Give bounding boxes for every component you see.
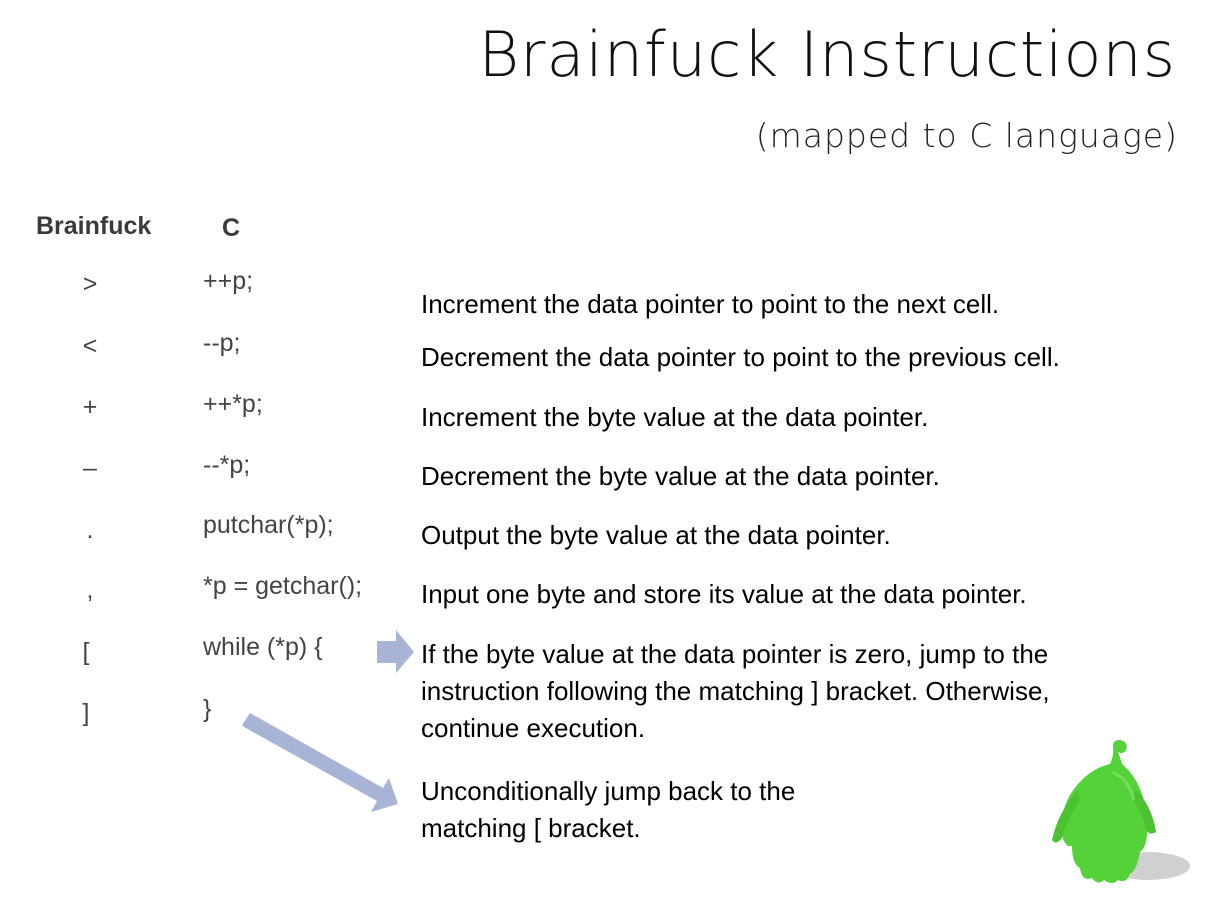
bf-symbol-increment-byte: + <box>82 393 98 421</box>
bf-symbol-loop-open: [ <box>82 638 90 666</box>
header-c: C <box>222 214 241 242</box>
desc-input: Input one byte and store its value at the data pointer. <box>421 579 1027 609</box>
c-code-increment-pointer: ++p; <box>203 267 254 295</box>
header-brainfuck: Brainfuck <box>36 212 152 240</box>
desc-loop-open-line-1: If the byte value at the data pointer is zero, jump to the <box>421 639 1049 669</box>
slide-title: Brainfuck Instructions <box>478 18 1176 91</box>
bf-symbol-increment-pointer: > <box>82 270 98 298</box>
c-code-decrement-byte: --*p; <box>203 451 251 479</box>
bf-symbol-decrement-byte: – <box>83 454 97 482</box>
c-code-input: *p = getchar(); <box>203 572 363 600</box>
c-code-output: putchar(*p); <box>203 511 334 539</box>
bf-symbol-loop-close: ] <box>82 699 90 727</box>
desc-increment-byte: Increment the byte value at the data pointer. <box>421 402 929 432</box>
c-code-loop-open: while (*p) { <box>203 633 323 661</box>
c-code-increment-byte: ++*p; <box>203 390 263 418</box>
desc-loop-close-line-1: Unconditionally jump back to the <box>421 776 796 806</box>
c-code-decrement-pointer: --p; <box>203 329 241 357</box>
desc-loop-open-line-3: continue execution. <box>421 713 646 743</box>
bf-symbol-input: , <box>86 576 94 604</box>
arrow-down-right-icon <box>242 713 398 812</box>
bf-symbol-decrement-pointer: < <box>82 332 98 360</box>
desc-decrement-pointer: Decrement the data pointer to point to the previous cell. <box>421 342 1060 372</box>
desc-decrement-byte: Decrement the byte value at the data pointer. <box>421 461 940 491</box>
desc-increment-pointer: Increment the data pointer to point to the next cell. <box>421 289 1000 319</box>
bf-symbol-output: . <box>86 516 94 544</box>
desc-output: Output the byte value at the data pointer. <box>421 520 891 550</box>
arrow-right-icon <box>377 630 414 673</box>
desc-loop-open-line-2: instruction following the matching ] bracket. Otherwise, <box>421 676 1050 706</box>
c-code-loop-close: } <box>203 695 212 723</box>
desc-loop-close-line-2: matching [ bracket. <box>421 813 641 843</box>
slide-subtitle: (mapped to C language) <box>755 116 1178 155</box>
